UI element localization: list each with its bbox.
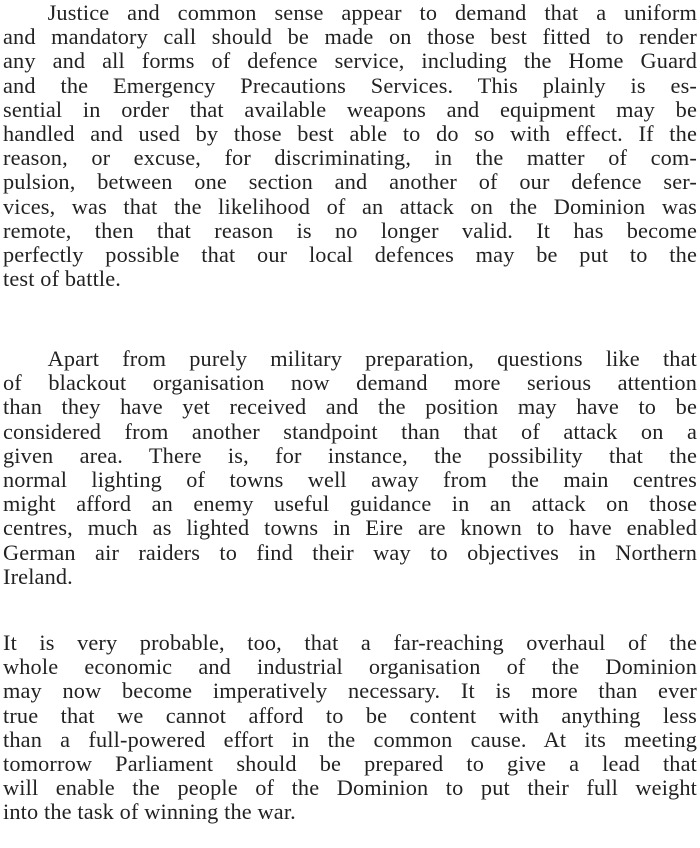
text-line: remote, then that reason is no longer valid. It has become [3, 217, 697, 243]
text-line: It is very probable, too, that a far-reaching overhaul of the [3, 630, 697, 655]
text-line: into the task of winning the war. [3, 799, 296, 825]
text-line: German air raiders to find their way to objectives in Northern [3, 539, 697, 565]
text-line: test of battle. [3, 266, 122, 292]
text-line: considered from another standpoint than that of attack on a [3, 418, 697, 444]
text-line: sential in order that available weapons and equipment may be [3, 96, 697, 122]
text-line: of blackout organisation now demand more serious attention [3, 370, 697, 396]
text-line: Apart from purely military preparation, questions like that [47, 346, 697, 371]
text-line: tomorrow Parliament should be prepared to give a lead that [3, 750, 697, 776]
text-line: true that we cannot afford to be content with anything less [3, 702, 697, 728]
text-line: than they have yet received and the position may have to be [3, 394, 697, 420]
paragraph-blackout-organisation [3, 347, 697, 589]
text-line: handled and used by those best able to do so with effect. If the [3, 120, 697, 146]
text-line: than a full-powered effort in the common cause. At its meeting [3, 726, 697, 752]
paragraph-defence-service [3, 1, 697, 291]
paragraph-economic-overhaul [3, 631, 697, 825]
text-line: normal lighting of towns well away from the main centres [3, 466, 697, 492]
text-line: any and all forms of defence service, including the Home Guard [3, 48, 697, 74]
text-line: and mandatory call should be made on those best fitted to render [3, 24, 697, 50]
text-line: Justice and common sense appear to demand that a uniform [47, 0, 697, 25]
text-line: centres, much as lighted towns in Eire are known to have enabled [3, 515, 697, 541]
text-line: given area. There is, for instance, the possibility that the [3, 442, 697, 468]
text-line: might afford an enemy useful guidance in an attack on those [3, 491, 697, 517]
text-line: and the Emergency Precautions Services. This plainly is es- [3, 72, 697, 98]
text-line: reason, or excuse, for discriminating, in the matter of com- [3, 145, 697, 171]
text-line: Ireland. [3, 563, 73, 589]
text-line: whole economic and industrial organisation of the Dominion [3, 654, 697, 680]
text-line: will enable the people of the Dominion to put their full weight [3, 775, 697, 801]
text-line: pulsion, between one section and another of our defence ser- [3, 169, 697, 195]
text-line: perfectly possible that our local defences may be put to the [3, 241, 697, 267]
text-line: vices, was that the likelihood of an attack on the Dominion was [3, 193, 697, 219]
text-line: may now become imperatively necessary. It is more than ever [3, 678, 697, 704]
